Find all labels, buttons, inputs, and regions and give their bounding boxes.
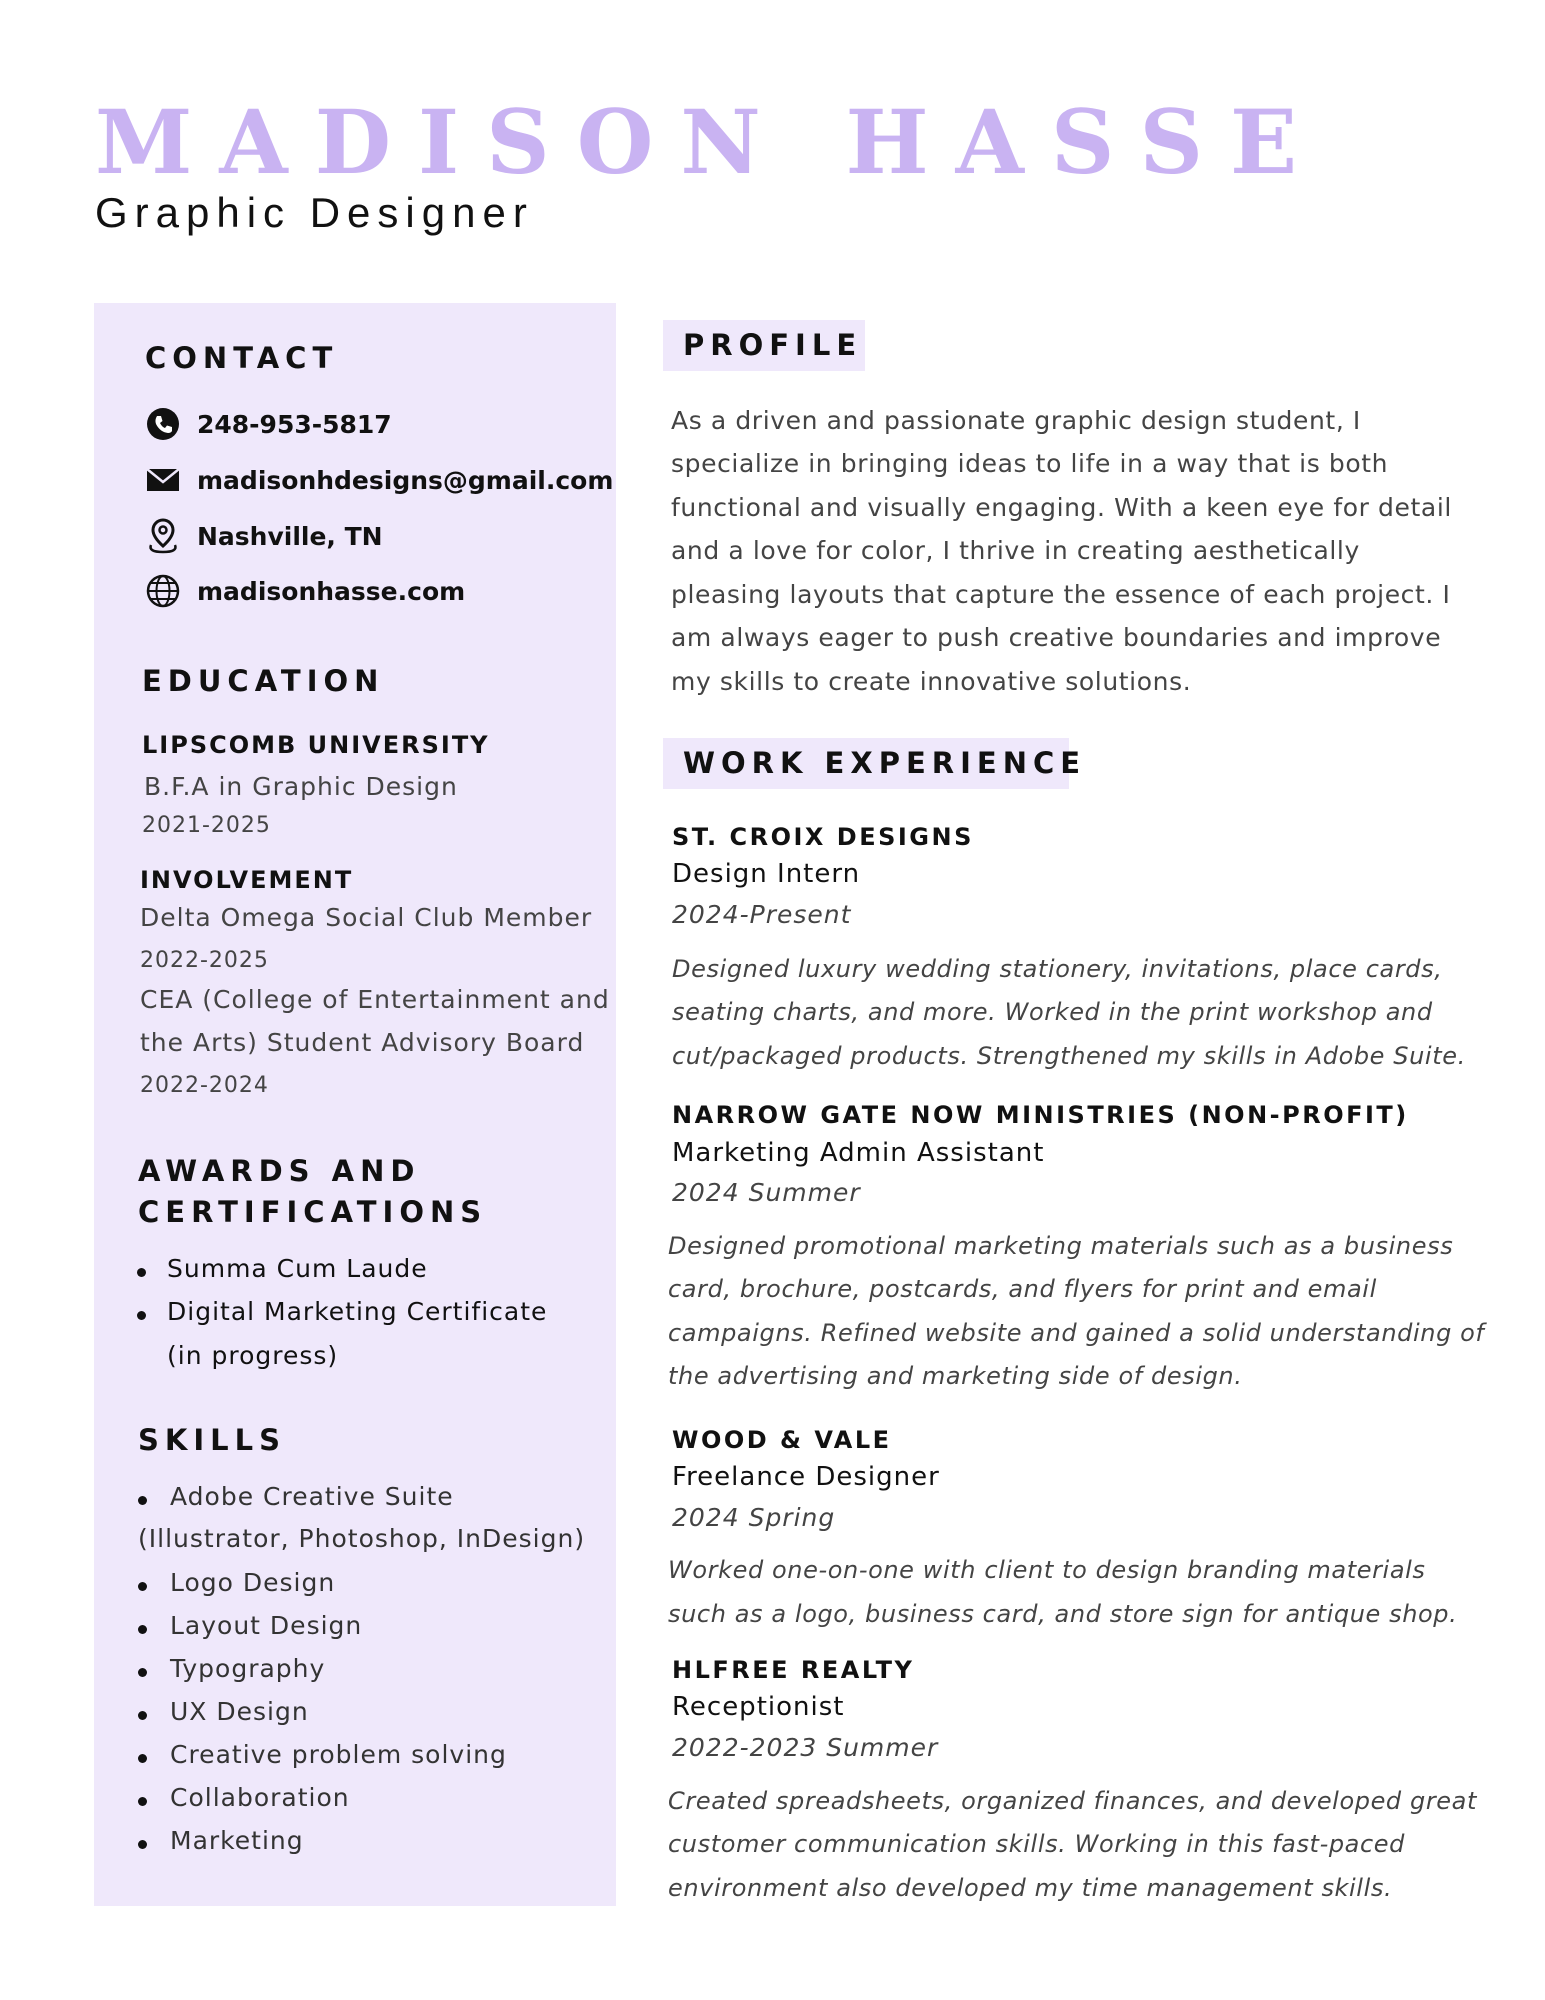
bullet: [138, 1582, 147, 1591]
job-desc-line: cut/packaged products. Strengthened my skills in Adobe Suite.: [672, 1042, 1466, 1070]
skill-item: Marketing: [170, 1826, 304, 1855]
job-dates: 2024 Spring: [672, 1503, 836, 1532]
award-item: (in progress): [167, 1341, 339, 1370]
skill-item: Adobe Creative Suite: [170, 1482, 454, 1511]
award-item: Summa Cum Laude: [167, 1254, 428, 1283]
job-desc-line: card, brochure, postcards, and flyers for print and email: [668, 1275, 1377, 1303]
profile-line: functional and visually engaging. With a keen eye for detail: [671, 493, 1452, 522]
job-role: Freelance Designer: [672, 1462, 940, 1492]
contact-phone: [145, 404, 392, 444]
profile-line: am always eager to push creative boundaries and improve: [671, 623, 1442, 652]
work-heading: WORK EXPERIENCE: [683, 746, 1087, 780]
job-dates: 2024-Present: [672, 900, 852, 929]
bullet: [138, 1797, 147, 1806]
profile-heading-box: [663, 320, 865, 371]
candidate-title: Graphic Designer: [95, 189, 534, 236]
school-name: LIPSCOMB UNIVERSITY: [142, 731, 490, 759]
job-company: ST. CROIX DESIGNS: [672, 823, 974, 851]
location-text: Nashville, TN: [197, 521, 383, 551]
bullet: [138, 1668, 147, 1677]
job-company: NARROW GATE NOW MINISTRIES (NON-PROFIT): [672, 1101, 1409, 1129]
profile-line: pleasing layouts that capture the essence of each project. I: [671, 580, 1451, 609]
involvement-years: 2022-2024: [140, 1073, 269, 1098]
job-role: Marketing Admin Assistant: [672, 1138, 1045, 1168]
bullet: [138, 1496, 147, 1505]
involvement-item: Delta Omega Social Club Member: [140, 903, 593, 932]
skill-item: Logo Design: [170, 1568, 336, 1597]
job-desc-line: customer communication skills. Working in this fast-paced: [668, 1830, 1405, 1858]
location-icon: [145, 518, 181, 554]
degree: B.F.A in Graphic Design: [144, 772, 458, 801]
bullet: [137, 1268, 146, 1277]
bullet: [138, 1840, 147, 1849]
involvement-heading: INVOLVEMENT: [140, 866, 354, 894]
job-desc-line: campaigns. Refined website and gained a solid understanding of: [668, 1319, 1485, 1347]
profile-heading: PROFILE: [683, 328, 863, 362]
job-desc-line: Designed luxury wedding stationery, invitations, place cards,: [672, 955, 1443, 983]
job-dates: 2022-2023 Summer: [672, 1733, 939, 1762]
job-dates: 2024 Summer: [672, 1178, 861, 1207]
involvement-years: 2022-2025: [140, 948, 269, 973]
website-text: madisonhasse.com: [197, 576, 466, 606]
contact-website: [145, 571, 465, 611]
job-role: Receptionist: [672, 1692, 845, 1722]
skill-item: (Illustrator, Photoshop, InDesign): [138, 1524, 586, 1553]
phone-icon: [145, 406, 181, 442]
skill-item: Layout Design: [170, 1611, 363, 1640]
mail-icon: [145, 462, 181, 498]
job-desc-line: Worked one-on-one with client to design branding materials: [668, 1556, 1426, 1584]
contact-location: [145, 516, 383, 556]
job-desc-line: the advertising and marketing side of design.: [668, 1362, 1243, 1390]
skills-heading: SKILLS: [138, 1423, 286, 1457]
globe-icon: [145, 573, 181, 609]
profile-line: and a love for color, I thrive in creating aesthetically: [671, 536, 1360, 565]
awards-heading: AWARDS AND: [138, 1154, 421, 1188]
degree-years: 2021-2025: [142, 813, 271, 838]
job-role: Design Intern: [672, 859, 861, 889]
contact-heading: CONTACT: [145, 341, 339, 375]
education-heading: EDUCATION: [142, 664, 385, 698]
awards-heading: CERTIFICATIONS: [138, 1195, 488, 1229]
bullet: [138, 1625, 147, 1634]
profile-line: As a driven and passionate graphic design student, I: [671, 406, 1361, 435]
job-desc-line: such as a logo, business card, and store sign for antique shop.: [668, 1600, 1458, 1628]
job-desc-line: Designed promotional marketing materials such as a business: [668, 1232, 1454, 1260]
skill-item: Collaboration: [170, 1783, 350, 1812]
skill-item: Typography: [170, 1654, 326, 1683]
involvement-item: CEA (College of Entertainment and: [140, 985, 610, 1014]
profile-line: my skills to create innovative solutions.: [671, 667, 1192, 696]
job-desc-line: Created spreadsheets, organized finances, and developed great: [668, 1787, 1477, 1815]
work-heading-box: [663, 738, 1087, 789]
skill-item: Creative problem solving: [170, 1740, 507, 1769]
profile-line: specialize in bringing ideas to life in a way that is both: [671, 449, 1389, 478]
job-company: WOOD & VALE: [672, 1426, 892, 1454]
candidate-name: MADISON HASSE: [95, 90, 1325, 194]
phone-number: 248-953-5817: [197, 409, 392, 439]
bullet: [138, 1711, 147, 1720]
job-company: HLFREE REALTY: [672, 1656, 915, 1684]
contact-email: [145, 460, 613, 500]
email-address: madisonhdesigns@gmail.com: [197, 465, 614, 495]
involvement-item: the Arts) Student Advisory Board: [140, 1028, 585, 1057]
skill-item: UX Design: [170, 1697, 309, 1726]
job-desc-line: environment also developed my time management skills.: [668, 1874, 1393, 1902]
bullet: [138, 1754, 147, 1763]
job-desc-line: seating charts, and more. Worked in the print workshop and: [672, 998, 1433, 1026]
award-item: Digital Marketing Certificate: [167, 1297, 548, 1326]
bullet: [137, 1311, 146, 1320]
